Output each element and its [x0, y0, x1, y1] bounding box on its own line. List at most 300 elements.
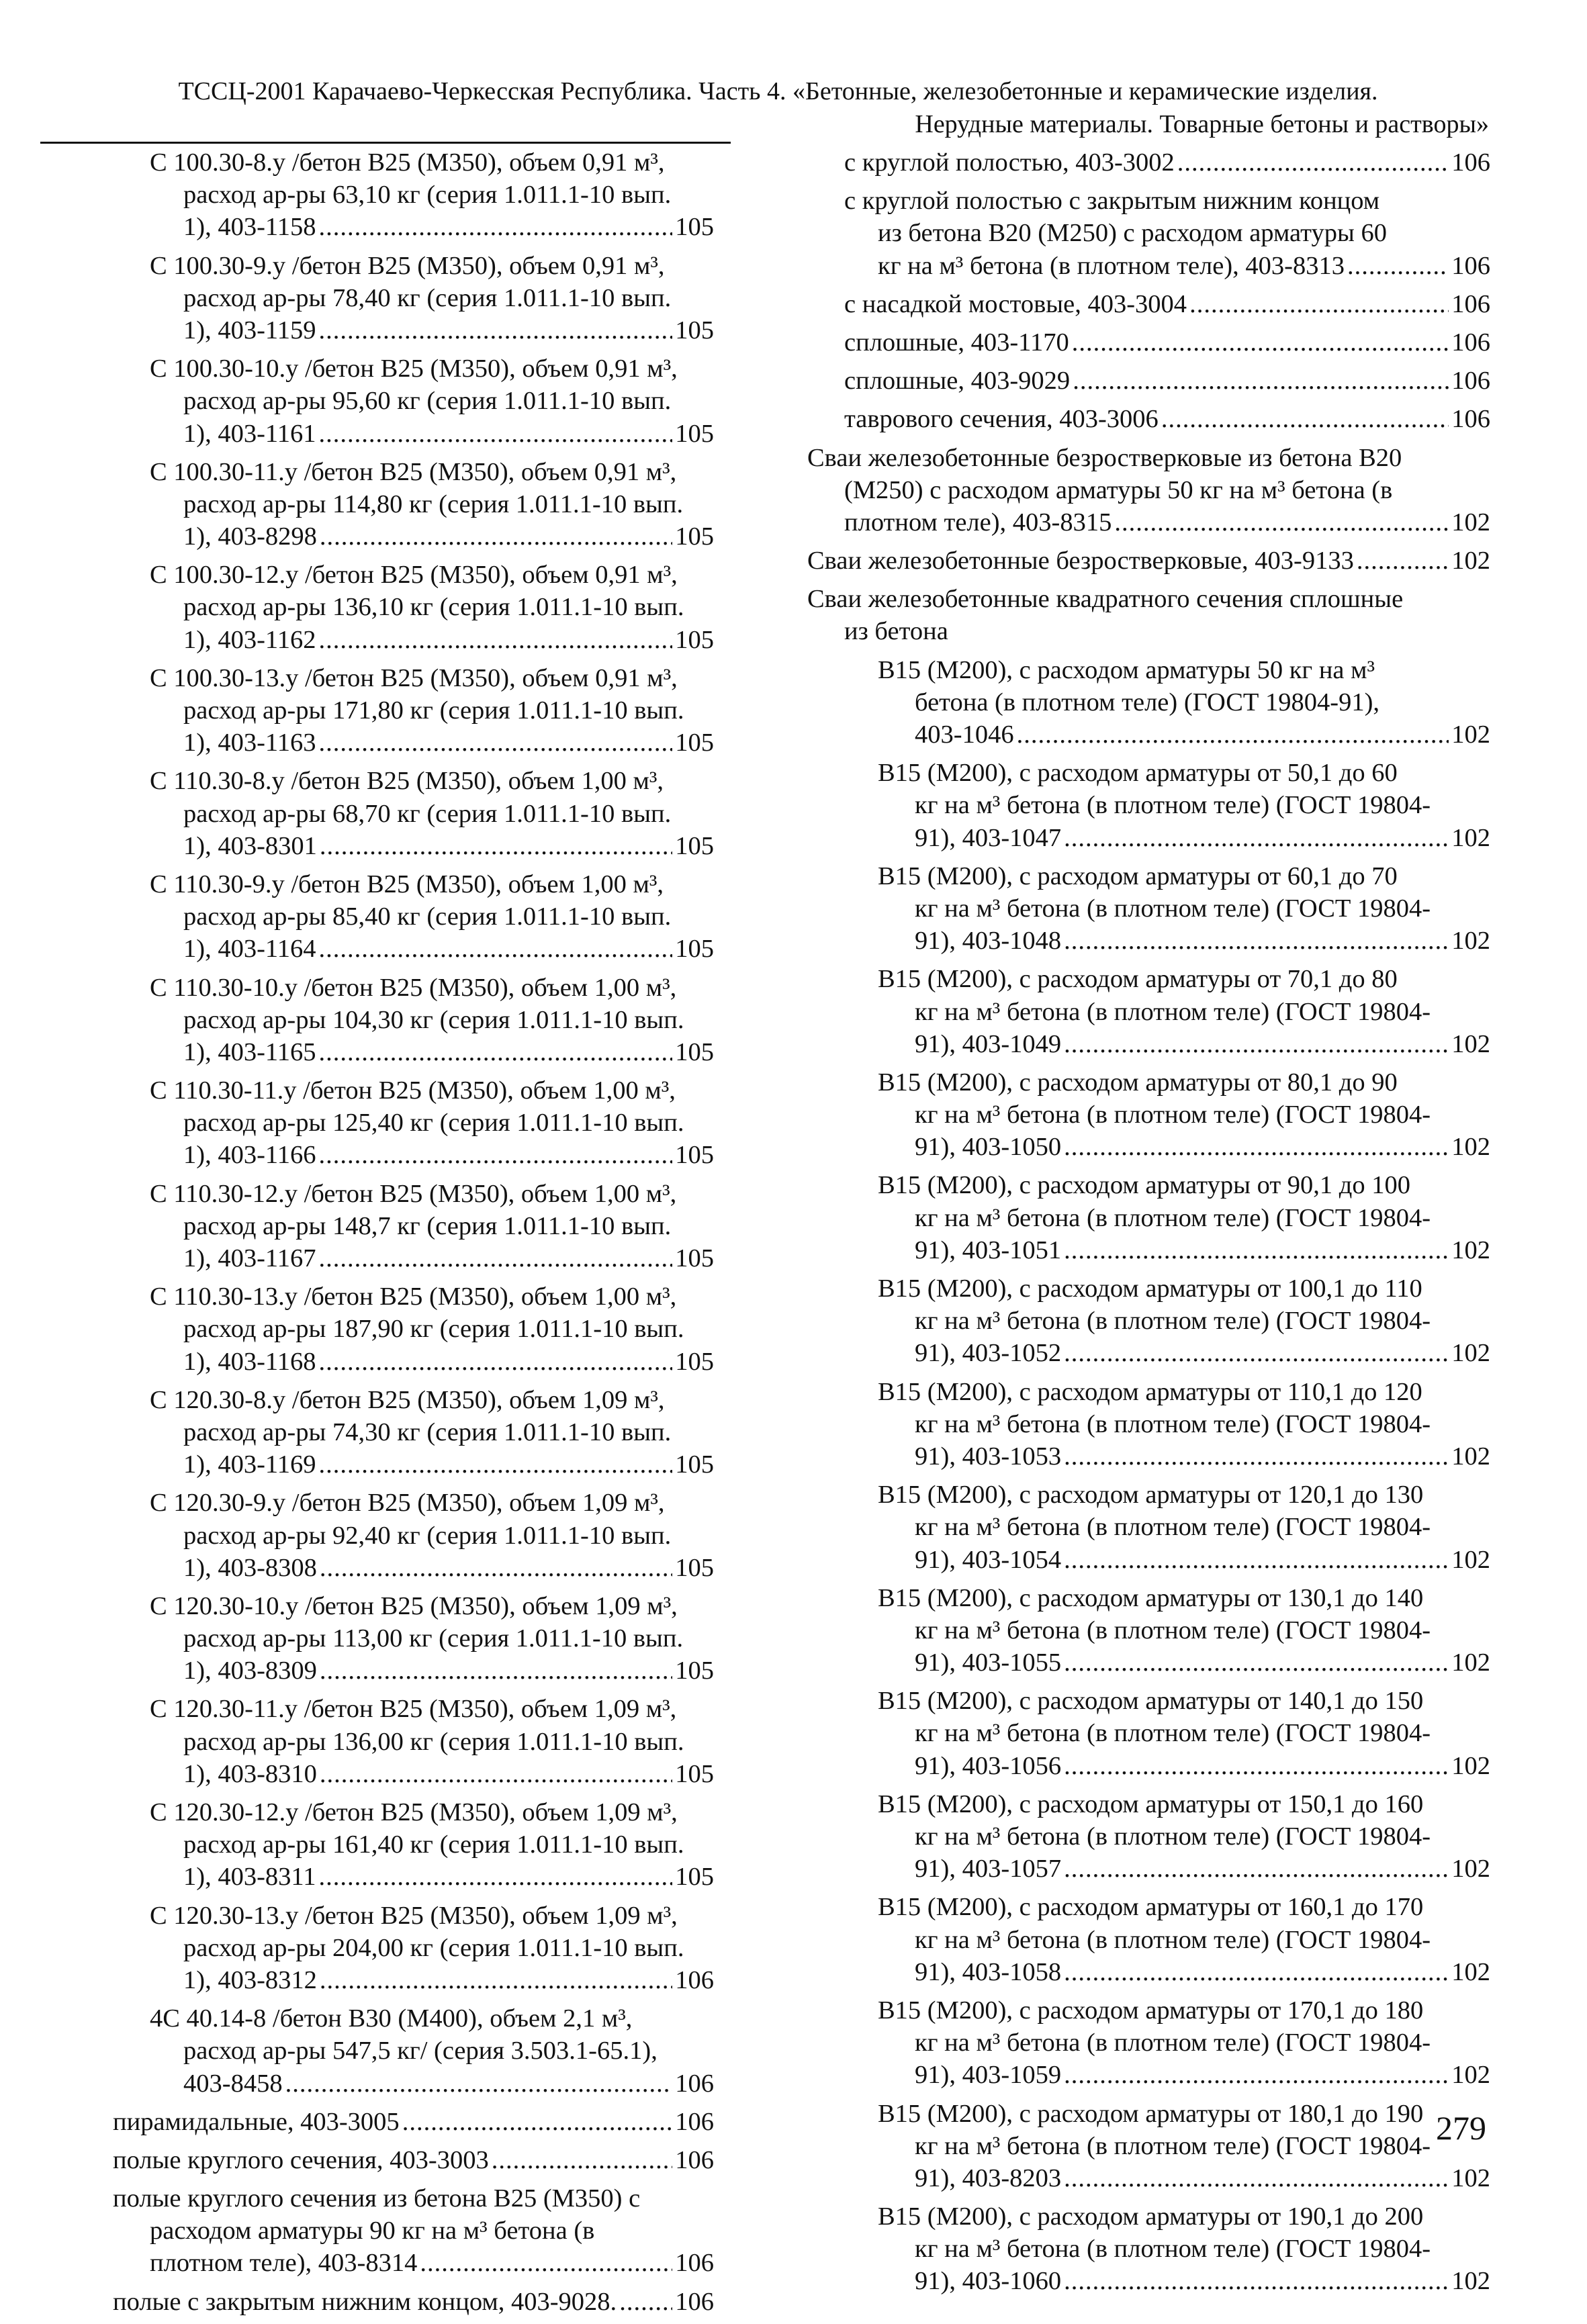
index-entry — [807, 146, 1490, 179]
entry-page-ref: 102 — [1451, 1957, 1490, 1986]
entry-text: С 110.30-8.у /бетон В25 (М350), объем 1,00 м³, — [150, 767, 664, 796]
entry-text: расход ар-ры 78,40 кг (серия 1.011.1-10 вып. — [183, 283, 672, 312]
entry-line — [807, 1131, 1490, 1163]
entry-line — [807, 860, 1490, 892]
dot-leader — [1347, 250, 1449, 282]
dot-leader — [318, 418, 672, 450]
entry-line — [113, 2215, 714, 2247]
index-entry — [113, 1178, 714, 1275]
entry-line — [113, 1520, 714, 1552]
entry-text: 1), 403-1164 — [183, 935, 316, 964]
entry-line — [113, 2182, 714, 2215]
entry-page-ref: 105 — [675, 1244, 714, 1272]
entry-text: 1), 403-8311 — [183, 1863, 316, 1892]
entry-page-ref: 106 — [675, 2145, 714, 2174]
index-entry — [113, 1796, 714, 1894]
index-entry — [113, 146, 714, 244]
entry-text: расход ар-ры 95,60 кг (серия 1.011.1-10 вып. — [183, 387, 672, 416]
entry-text: С 110.30-11.у /бетон В25 (М350), объем 1,00 м³, — [150, 1076, 676, 1105]
entry-line — [807, 2059, 1490, 2091]
header-line-2: Нерудные материалы. Товарные бетоны и растворы» — [915, 110, 1489, 138]
entry-page-ref: 102 — [1451, 2164, 1490, 2192]
entry-page-ref: 105 — [675, 625, 714, 654]
entry-line — [113, 488, 714, 520]
entry-text: расход ар-ры 113,00 кг (серия 1.011.1-10 вып. — [183, 1624, 684, 1653]
entry-line — [113, 559, 714, 591]
index-entry — [807, 403, 1490, 435]
entry-line — [113, 662, 714, 694]
entry-page-ref: 106 — [675, 2287, 714, 2316]
dot-leader — [1064, 925, 1449, 957]
entry-page-ref: 102 — [1451, 823, 1490, 852]
entry-page-ref: 102 — [1451, 1545, 1490, 1574]
index-entry — [807, 2200, 1490, 2298]
entry-line — [807, 1994, 1490, 2027]
entry-text: С 110.30-10.у /бетон В25 (М350), объем 1,00 м³, — [150, 973, 677, 1002]
entry-line — [113, 1622, 714, 1655]
dot-leader — [318, 727, 672, 759]
entry-line — [807, 1376, 1490, 1408]
entry-page-ref: 102 — [1451, 1339, 1490, 1368]
dot-leader — [1064, 1234, 1449, 1266]
entry-text: (М250) с расходом арматуры 50 кг на м³ бетона (в — [844, 475, 1393, 504]
entry-line — [807, 1099, 1490, 1131]
index-entry — [113, 2182, 714, 2280]
index-entry — [807, 442, 1490, 539]
entry-text: С 120.30-12.у /бетон В25 (М350), объем 1,09 м³, — [150, 1798, 678, 1826]
entry-line — [113, 798, 714, 830]
entry-text: В15 (М200), с расходом арматуры от 80,1 до 90 — [878, 1068, 1398, 1097]
entry-text: расход ар-ры 161,40 кг (серия 1.011.1-10 вып. — [183, 1830, 684, 1859]
dot-leader — [318, 1242, 672, 1274]
entry-line — [807, 1272, 1490, 1305]
entry-line — [807, 1479, 1490, 1511]
entry-line — [113, 1313, 714, 1345]
entry-page-ref: 105 — [675, 419, 714, 448]
index-entry — [807, 757, 1490, 854]
entry-text: В15 (М200), с расходом арматуры от 60,1 до 70 — [878, 862, 1398, 890]
entry-text: 1), 403-8310 — [183, 1759, 317, 1788]
entry-text: 1), 403-8308 — [183, 1553, 317, 1582]
entry-line — [807, 1685, 1490, 1717]
entry-text: 1), 403-8312 — [183, 1965, 317, 1994]
index-entry — [807, 860, 1490, 958]
dot-leader — [492, 2144, 673, 2176]
entry-line — [113, 1107, 714, 1139]
entry-text: С 110.30-12.у /бетон В25 (М350), объем 1,00 м³, — [150, 1179, 677, 1208]
index-entry — [113, 1281, 714, 1378]
dot-leader — [320, 1964, 672, 1996]
entry-text: таврового сечения, 403-3006 — [844, 405, 1159, 434]
entry-line — [807, 1750, 1490, 1782]
entry-page-ref: 105 — [675, 1553, 714, 1582]
dot-leader — [1064, 1544, 1449, 1576]
entry-line — [113, 2067, 714, 2100]
entry-line — [113, 765, 714, 797]
dot-leader — [1064, 1646, 1449, 1679]
index-entry — [807, 365, 1490, 397]
entry-page-ref: 105 — [675, 1863, 714, 1892]
entry-line — [113, 418, 714, 450]
entry-page-ref: 106 — [1451, 148, 1490, 177]
entry-text: В15 (М200), с расходом арматуры от 190,1 до 200 — [878, 2202, 1424, 2231]
entry-page-ref: 102 — [1451, 721, 1490, 749]
dot-leader — [1073, 365, 1449, 397]
entry-page-ref: 105 — [675, 213, 714, 242]
index-entry — [807, 583, 1490, 647]
entry-page-ref: 105 — [675, 1347, 714, 1376]
entry-text: расход ар-ры 74,30 кг (серия 1.011.1-10 вып. — [183, 1417, 672, 1446]
entry-line — [807, 474, 1490, 506]
entry-text: расход ар-ры 547,5 кг/ (серия 3.503.1-65.1), — [183, 2037, 658, 2065]
entry-text: кг на м³ бетона (в плотном теле) (ГОСТ 19804- — [915, 894, 1431, 923]
entry-line — [807, 250, 1490, 282]
entry-page-ref: 106 — [1451, 289, 1490, 318]
entry-line — [113, 624, 714, 656]
dot-leader — [1064, 822, 1449, 854]
index-entry — [807, 2098, 1490, 2195]
entry-page-ref: 105 — [675, 935, 714, 964]
entry-line — [807, 1305, 1490, 1337]
entry-text: расход ар-ры 68,70 кг (серия 1.011.1-10 вып. — [183, 799, 672, 828]
entry-line — [807, 1408, 1490, 1440]
entry-line — [113, 250, 714, 282]
index-entry — [807, 1685, 1490, 1782]
index-entry — [807, 1479, 1490, 1576]
entry-line — [113, 385, 714, 417]
entry-text: В15 (М200), с расходом арматуры от 100,1 до 110 — [878, 1274, 1422, 1303]
entry-text: 91), 403-1053 — [915, 1442, 1062, 1471]
index-entry — [113, 559, 714, 656]
entry-line — [113, 2144, 714, 2176]
entry-text: 403-1046 — [915, 721, 1014, 749]
entry-text: С 100.30-11.у /бетон В25 (М350), объем 0,91 м³, — [150, 457, 677, 486]
entry-line — [113, 1693, 714, 1725]
entry-page-ref: 106 — [1451, 251, 1490, 280]
entry-page-ref: 102 — [1451, 1236, 1490, 1264]
entry-line — [113, 868, 714, 900]
entry-text: 91), 403-8203 — [915, 2164, 1062, 2192]
entry-page-ref: 105 — [675, 1759, 714, 1788]
index-column-right — [807, 146, 1490, 2304]
entry-text: 1), 403-1167 — [183, 1244, 316, 1272]
entry-line — [807, 1956, 1490, 1988]
entry-text: 1), 403-1158 — [183, 213, 316, 242]
entry-text: расход ар-ры 63,10 кг (серия 1.011.1-10 вып. — [183, 181, 672, 210]
entry-line — [113, 1210, 714, 1242]
entry-text: 91), 403-1051 — [915, 1236, 1062, 1264]
entry-text: расход ар-ры 92,40 кг (серия 1.011.1-10 вып. — [183, 1521, 672, 1550]
entry-text: 91), 403-1047 — [915, 823, 1062, 852]
entry-page-ref: 102 — [1451, 1855, 1490, 1884]
entry-text: из бетона В20 (М250) с расходом арматуры 60 — [878, 219, 1387, 248]
dot-leader — [320, 1552, 672, 1584]
entry-line — [113, 1828, 714, 1861]
dot-leader — [318, 1139, 672, 1171]
entry-text: В15 (М200), с расходом арматуры от 90,1 до 100 — [878, 1171, 1410, 1200]
entry-text: расходом арматуры 90 кг на м³ бетона (в — [150, 2217, 595, 2245]
entry-line — [113, 1726, 714, 1758]
entry-line — [807, 583, 1490, 615]
entry-line — [807, 1066, 1490, 1099]
header-rule — [40, 142, 731, 144]
entry-line — [807, 217, 1490, 249]
entry-line — [113, 1900, 714, 1932]
entry-line — [807, 1646, 1490, 1679]
entry-page-ref: 105 — [675, 1657, 714, 1685]
index-entry — [807, 1582, 1490, 1679]
index-entry — [113, 765, 714, 862]
entry-text: кг на м³ бетона (в плотном теле) (ГОСТ 19804- — [915, 997, 1431, 1026]
entry-text: С 120.30-9.у /бетон В25 (М350), объем 1,09 м³, — [150, 1489, 665, 1518]
entry-page-ref: 102 — [1451, 927, 1490, 956]
dot-leader — [1114, 506, 1449, 539]
index-entry — [807, 654, 1490, 751]
entry-line — [113, 1758, 714, 1790]
entry-text: кг на м³ бетона (в плотном теле) (ГОСТ 19804- — [915, 1409, 1431, 1438]
entry-text: С 100.30-8.у /бетон В25 (М350), объем 0,91 м³, — [150, 148, 665, 177]
entry-text: расход ар-ры 114,80 кг (серия 1.011.1-10 вып. — [183, 490, 684, 518]
entry-text: 1), 403-8309 — [183, 1657, 317, 1685]
entry-line — [113, 1004, 714, 1036]
index-entry — [113, 2002, 714, 2100]
entry-text: кг на м³ бетона (в плотном теле) (ГОСТ 19804- — [915, 791, 1431, 820]
dot-leader — [1177, 146, 1449, 179]
entry-text: 1), 403-1162 — [183, 625, 316, 654]
index-entry — [113, 2144, 714, 2176]
entry-line — [113, 146, 714, 179]
index-entry — [807, 1272, 1490, 1370]
dot-leader — [1072, 326, 1449, 359]
entry-text: кг на м³ бетона (в плотном теле) (ГОСТ 19804- — [915, 1101, 1431, 1129]
entry-line — [113, 900, 714, 933]
entry-line — [113, 2286, 714, 2318]
entry-line — [807, 2130, 1490, 2162]
entry-page-ref: 106 — [1451, 328, 1490, 357]
entry-text: В15 (М200), с расходом арматуры от 50,1 до 60 — [878, 759, 1398, 788]
entry-text: С 100.30-9.у /бетон В25 (М350), объем 0,91 м³, — [150, 251, 665, 280]
entry-text: кг на м³ бетона (в плотном теле) (ГОСТ 19804- — [915, 2131, 1431, 2160]
entry-text: 4С 40.14-8 /бетон В30 (М400), объем 2,1 м³, — [150, 2004, 633, 2033]
dot-leader — [1064, 1750, 1449, 1782]
entry-page-ref: 102 — [1451, 1029, 1490, 1058]
entry-page-ref: 106 — [675, 2069, 714, 2098]
entry-text: 91), 403-1052 — [915, 1339, 1062, 1368]
index-entry — [113, 456, 714, 553]
entry-text: 1), 403-1159 — [183, 316, 316, 344]
entry-line — [807, 615, 1490, 647]
entry-text: 1), 403-8298 — [183, 522, 317, 551]
dot-leader — [320, 520, 672, 553]
dot-leader — [320, 830, 672, 862]
entry-text: сплошные, 403-1170 — [844, 328, 1069, 357]
entry-text: кг на м³ бетона (в плотном теле) (ГОСТ 19804- — [915, 2029, 1431, 2057]
entry-line — [113, 1036, 714, 1068]
dot-leader — [1017, 718, 1449, 751]
entry-line — [113, 2106, 714, 2138]
header-line-1: ТССЦ-2001 Карачаево-Черкесская Республика. Часть 4. «Бетонные, железобетонные и керамические изделия. — [178, 77, 1378, 105]
entry-line — [113, 1178, 714, 1210]
entry-text: 91), 403-1054 — [915, 1545, 1062, 1574]
index-entry — [113, 662, 714, 759]
entry-line — [807, 925, 1490, 957]
entry-text: кг на м³ бетона (в плотном теле) (ГОСТ 19804- — [915, 2235, 1431, 2264]
entry-line — [807, 1853, 1490, 1885]
entry-line — [807, 2200, 1490, 2233]
entry-page-ref: 105 — [675, 831, 714, 860]
entry-text: 91), 403-1055 — [915, 1648, 1062, 1677]
entry-line — [807, 442, 1490, 474]
entry-line — [113, 591, 714, 623]
entry-line — [113, 314, 714, 346]
entry-text: С 120.30-10.у /бетон В25 (М350), объем 1,09 м³, — [150, 1591, 678, 1620]
index-entry — [807, 1788, 1490, 1886]
entry-line — [807, 1544, 1490, 1576]
entry-line — [807, 326, 1490, 359]
entry-page-ref: 106 — [675, 2249, 714, 2278]
dot-leader — [318, 624, 672, 656]
entry-text: 91), 403-1048 — [915, 927, 1062, 956]
entry-text: плотном теле), 403-8314 — [150, 2249, 418, 2278]
entry-text: с круглой полостью с закрытым нижним концом — [844, 187, 1380, 216]
entry-text: Сваи железобетонные безростверковые из бетона В20 — [807, 443, 1402, 472]
entry-line — [807, 996, 1490, 1028]
index-entry — [113, 1487, 714, 1584]
entry-line — [807, 1202, 1490, 1234]
entry-text: из бетона — [844, 617, 948, 646]
entry-page-ref: 105 — [675, 1141, 714, 1170]
entry-line — [807, 757, 1490, 789]
entry-line — [807, 2098, 1490, 2130]
entry-text: В15 (М200), с расходом арматуры от 180,1 до 190 — [878, 2099, 1424, 2128]
entry-line — [807, 2233, 1490, 2265]
entry-text: 91), 403-1059 — [915, 2061, 1062, 2090]
entry-page-ref: 106 — [675, 1965, 714, 1994]
entry-text: бетона (в плотном теле) (ГОСТ 19804-91), — [915, 688, 1380, 716]
entry-line — [113, 972, 714, 1004]
entry-text: расход ар-ры 85,40 кг (серия 1.011.1-10 вып. — [183, 902, 672, 931]
dot-leader — [1161, 403, 1449, 435]
entry-text: 1), 403-1168 — [183, 1347, 316, 1376]
entry-text: расход ар-ры 148,7 кг (серия 1.011.1-10 вып. — [183, 1211, 672, 1240]
entry-line — [807, 718, 1490, 751]
entry-line — [807, 892, 1490, 925]
entry-text: кг на м³ бетона (в плотном теле) (ГОСТ 19804- — [915, 1925, 1431, 1954]
dot-leader — [318, 1448, 672, 1481]
dot-leader — [318, 314, 672, 346]
entry-line — [807, 1717, 1490, 1749]
index-entry — [807, 1891, 1490, 1988]
entry-text: кг на м³ бетона (в плотном теле) (ГОСТ 19804- — [915, 1307, 1431, 1336]
index-entry — [113, 2106, 714, 2138]
entry-line — [807, 1440, 1490, 1473]
entry-text: кг на м³ бетона (в плотном теле), 403-8313 — [878, 251, 1345, 280]
entry-line — [807, 185, 1490, 217]
entry-line — [113, 1932, 714, 1964]
entry-text: 91), 403-1056 — [915, 1751, 1062, 1780]
entry-page-ref: 102 — [1451, 1648, 1490, 1677]
dot-leader — [1064, 2059, 1449, 2091]
entry-text: В15 (М200), с расходом арматуры от 150,1 до 160 — [878, 1790, 1424, 1818]
entry-text: расход ар-ры 104,30 кг (серия 1.011.1-10 вып. — [183, 1005, 684, 1034]
index-column-left — [113, 146, 714, 2324]
index-entry — [113, 972, 714, 1069]
entry-text: С 120.30-13.у /бетон В25 (М350), объем 1,09 м³, — [150, 1901, 678, 1930]
entry-line — [807, 1820, 1490, 1853]
entry-line — [113, 1242, 714, 1274]
entry-line — [807, 686, 1490, 718]
entry-text: Сваи железобетонные квадратного сечения сплошные — [807, 585, 1404, 614]
dot-leader — [1064, 1440, 1449, 1473]
entry-line — [113, 1346, 714, 1378]
entry-line — [807, 1169, 1490, 1201]
entry-line — [113, 933, 714, 965]
entry-line — [807, 1337, 1490, 1369]
entry-line — [807, 1924, 1490, 1956]
dot-leader — [285, 2067, 673, 2100]
entry-text: В15 (М200), с расходом арматуры от 130,1 до 140 — [878, 1583, 1424, 1612]
entry-page-ref: 106 — [1451, 367, 1490, 396]
entry-text: С 120.30-8.у /бетон В25 (М350), объем 1,09 м³, — [150, 1385, 665, 1414]
entry-line — [113, 2002, 714, 2035]
entry-line — [113, 1590, 714, 1622]
entry-line — [113, 1416, 714, 1448]
index-entry — [113, 1074, 714, 1172]
entry-text: сплошные, 403-9029 — [844, 367, 1071, 396]
entry-text: плотном теле), 403-8315 — [844, 508, 1112, 537]
entry-line — [807, 1234, 1490, 1266]
entry-text: с круглой полостью, 403-3002 — [844, 148, 1175, 177]
entry-page-ref: 102 — [1451, 1133, 1490, 1162]
entry-line — [807, 963, 1490, 995]
dot-leader — [1064, 2162, 1449, 2194]
index-entry — [113, 1590, 714, 1687]
entry-text: расход ар-ры 136,10 кг (серия 1.011.1-10 вып. — [183, 593, 684, 622]
entry-line — [807, 822, 1490, 854]
entry-text: с насадкой мостовые, 403-3004 — [844, 289, 1187, 318]
entry-text: расход ар-ры 187,90 кг (серия 1.011.1-10 вып. — [183, 1315, 684, 1344]
entry-line — [807, 1891, 1490, 1923]
entry-text: расход ар-ры 171,80 кг (серия 1.011.1-10 вып. — [183, 696, 684, 725]
entry-page-ref: 105 — [675, 316, 714, 344]
entry-line — [807, 2027, 1490, 2059]
entry-text: кг на м³ бетона (в плотном теле) (ГОСТ 19804- — [915, 1719, 1431, 1748]
entry-line — [113, 694, 714, 727]
entry-page-ref: 105 — [675, 1037, 714, 1066]
dot-leader — [619, 2286, 672, 2318]
entry-line — [113, 1796, 714, 1828]
entry-line — [807, 2265, 1490, 2297]
entry-text: расход ар-ры 125,40 кг (серия 1.011.1-10 вып. — [183, 1109, 684, 1137]
entry-line — [807, 1028, 1490, 1060]
index-entry — [113, 250, 714, 347]
entry-page-ref: 102 — [1451, 1442, 1490, 1471]
entry-text: В15 (М200), с расходом арматуры от 110,1 до 120 — [878, 1377, 1422, 1406]
dot-leader — [320, 1758, 672, 1790]
dot-leader — [420, 2247, 672, 2279]
index-entry — [113, 868, 714, 966]
entry-line — [113, 830, 714, 862]
entry-line — [113, 1655, 714, 1687]
entry-line — [113, 727, 714, 759]
dot-leader — [318, 1861, 672, 1893]
entry-text: 1), 403-1166 — [183, 1141, 316, 1170]
entry-text: 91), 403-1060 — [915, 2267, 1062, 2296]
page-number: 279 — [1436, 2109, 1486, 2147]
entry-text: 1), 403-1163 — [183, 729, 316, 757]
index-entry — [113, 353, 714, 450]
entry-line — [113, 2247, 714, 2279]
